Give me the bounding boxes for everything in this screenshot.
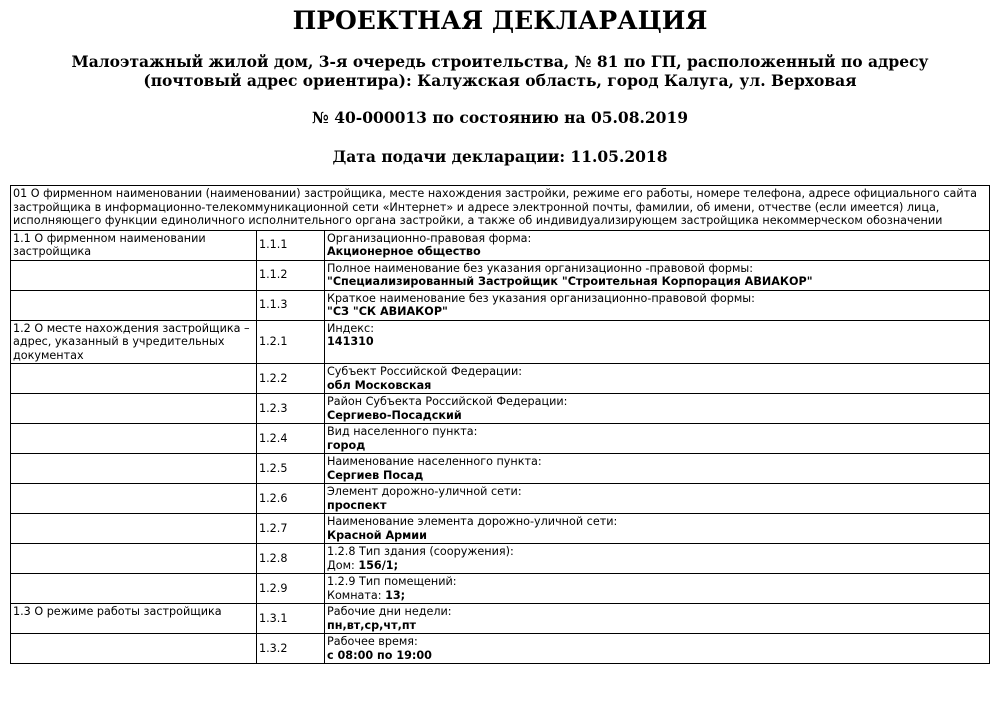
field-value: "Специализированный Застройщик "Строительная Корпорация АВИАКОР" bbox=[327, 275, 813, 288]
group-cell: 1.1 О фирменном наименовании застройщика bbox=[11, 230, 257, 260]
table-row bbox=[11, 604, 990, 634]
field-label: Район Субъекта Российской Федерации: bbox=[327, 395, 568, 408]
table-row bbox=[11, 394, 990, 424]
code-cell: 1.2.9 bbox=[257, 574, 325, 604]
value-cell bbox=[325, 320, 990, 364]
field-label: Рабочее время: bbox=[327, 635, 418, 648]
group-cell bbox=[11, 260, 257, 290]
value-cell bbox=[325, 574, 990, 604]
code-cell: 1.2.6 bbox=[257, 484, 325, 514]
section-header-row bbox=[11, 186, 990, 231]
field-prefix: Комната: bbox=[327, 588, 386, 602]
value-cell bbox=[325, 454, 990, 484]
code-cell: 1.2.7 bbox=[257, 514, 325, 544]
code-cell: 1.2.4 bbox=[257, 424, 325, 454]
table-row bbox=[11, 574, 990, 604]
group-cell bbox=[11, 514, 257, 544]
field-value-line bbox=[327, 305, 987, 319]
table-row bbox=[11, 454, 990, 484]
field-label: Вид населенного пункта: bbox=[327, 425, 478, 438]
group-cell bbox=[11, 544, 257, 574]
field-label: Краткое наименование без указания организационно-правовой формы: bbox=[327, 291, 755, 305]
value-cell bbox=[325, 290, 990, 320]
group-cell: 1.2 О месте нахождения застройщика – адрес, указанный в учредительных документах bbox=[11, 320, 257, 364]
field-value: "СЗ "СК АВИАКОР" bbox=[327, 305, 448, 318]
value-cell bbox=[325, 230, 990, 260]
field-value: Сергиево-Посадский bbox=[327, 408, 462, 422]
field-label: Элемент дорожно-уличной сети: bbox=[327, 485, 522, 498]
field-label: Рабочие дни недели: bbox=[327, 605, 452, 618]
code-cell: 1.3.2 bbox=[257, 634, 325, 664]
field-prefix: Дом: bbox=[327, 558, 359, 572]
field-label: 1.2.9 Тип помещений: bbox=[327, 575, 457, 588]
field-value-line bbox=[327, 499, 987, 513]
table-row bbox=[11, 320, 990, 364]
group-cell bbox=[11, 634, 257, 664]
field-value: город bbox=[327, 438, 366, 452]
code-cell: 1.2.8 bbox=[257, 544, 325, 574]
table-row bbox=[11, 484, 990, 514]
code-cell: 1.2.5 bbox=[257, 454, 325, 484]
code-cell: 1.2.2 bbox=[257, 364, 325, 394]
field-label: Полное наименование без указания организационно -правовой формы: bbox=[327, 261, 753, 275]
field-value: Красной Армии bbox=[327, 528, 427, 542]
group-cell bbox=[11, 290, 257, 320]
code-cell: 1.3.1 bbox=[257, 604, 325, 634]
table-row bbox=[11, 230, 990, 260]
field-value: проспект bbox=[327, 498, 387, 512]
value-cell bbox=[325, 514, 990, 544]
field-label: 1.2.8 Тип здания (сооружения): bbox=[327, 545, 514, 558]
field-value-line bbox=[327, 409, 987, 423]
code-cell: 1.1.1 bbox=[257, 230, 325, 260]
field-value-line bbox=[327, 335, 987, 349]
declaration-table bbox=[10, 185, 990, 664]
code-cell: 1.2.1 bbox=[257, 320, 325, 364]
field-value: с 08:00 по 19:00 bbox=[327, 648, 432, 662]
document-subtitle: Малоэтажный жилой дом, 3-я очередь строительства, № 81 по ГП, расположенный по адресу (почтовый адрес ориентира): Калужская область, город Калуга, ул. Верховая bbox=[71, 52, 929, 90]
group-cell: 1.3 О режиме работы застройщика bbox=[11, 604, 257, 634]
field-value: Акционерное общество bbox=[327, 245, 481, 258]
value-cell bbox=[325, 544, 990, 574]
value-cell bbox=[325, 484, 990, 514]
field-value-line bbox=[327, 559, 987, 573]
table-row bbox=[11, 364, 990, 394]
group-cell bbox=[11, 364, 257, 394]
group-cell bbox=[11, 424, 257, 454]
field-value: 141310 bbox=[327, 335, 374, 348]
submission-date: Дата подачи декларации: 11.05.2018 bbox=[332, 147, 668, 166]
value-cell bbox=[325, 394, 990, 424]
value-cell bbox=[325, 364, 990, 394]
field-value-line bbox=[327, 619, 987, 633]
field-value-line bbox=[327, 469, 987, 483]
value-cell bbox=[325, 634, 990, 664]
field-value: 13; bbox=[385, 588, 406, 602]
value-cell bbox=[325, 604, 990, 634]
value-cell bbox=[325, 260, 990, 290]
document-title: ПРОЕКТНАЯ ДЕКЛАРАЦИЯ bbox=[292, 6, 708, 35]
field-label: Наименование элемента дорожно-уличной сети: bbox=[327, 515, 618, 528]
field-value-line bbox=[327, 245, 987, 259]
field-label: Субъект Российской Федерации: bbox=[327, 365, 522, 378]
field-value-line bbox=[327, 589, 987, 603]
field-value-line bbox=[327, 649, 987, 663]
field-label: Индекс: bbox=[327, 321, 374, 335]
table-row bbox=[11, 424, 990, 454]
field-value: обл Московская bbox=[327, 378, 432, 392]
field-value-line bbox=[327, 439, 987, 453]
table-row bbox=[11, 290, 990, 320]
table-row bbox=[11, 260, 990, 290]
field-value-line bbox=[327, 275, 987, 289]
field-label: Наименование населенного пункта: bbox=[327, 455, 542, 468]
table-row bbox=[11, 544, 990, 574]
table-row bbox=[11, 514, 990, 544]
field-value: 156/1; bbox=[358, 558, 399, 572]
section-header: 01 О фирменном наименовании (наименовании) застройщика, месте нахождения застройки, режиме его работы, номере телефона, адресе официального сайта застройщика в информационно-телекоммуникационной сети «Интернет» и адресе электронной почты, фамилии, об имени, отчестве (если имеется) лица, исполняющего функции единоличного исполнительного органа застройки, а также об индивидуализирующем застройщика некоммерческом обозначении bbox=[11, 186, 990, 231]
group-cell bbox=[11, 454, 257, 484]
group-cell bbox=[11, 484, 257, 514]
field-value-line bbox=[327, 379, 987, 393]
group-cell bbox=[11, 574, 257, 604]
code-cell: 1.2.3 bbox=[257, 394, 325, 424]
declaration-number: № 40-000013 по состоянию на 05.08.2019 bbox=[311, 108, 689, 127]
field-label: Организационно-правовая форма: bbox=[327, 231, 532, 245]
value-cell bbox=[325, 424, 990, 454]
field-value-line bbox=[327, 529, 987, 543]
table-row bbox=[11, 634, 990, 664]
field-value: пн,вт,ср,чт,пт bbox=[327, 618, 417, 632]
group-cell bbox=[11, 394, 257, 424]
code-cell: 1.1.2 bbox=[257, 260, 325, 290]
code-cell: 1.1.3 bbox=[257, 290, 325, 320]
field-value: Сергиев Посад bbox=[327, 468, 424, 482]
